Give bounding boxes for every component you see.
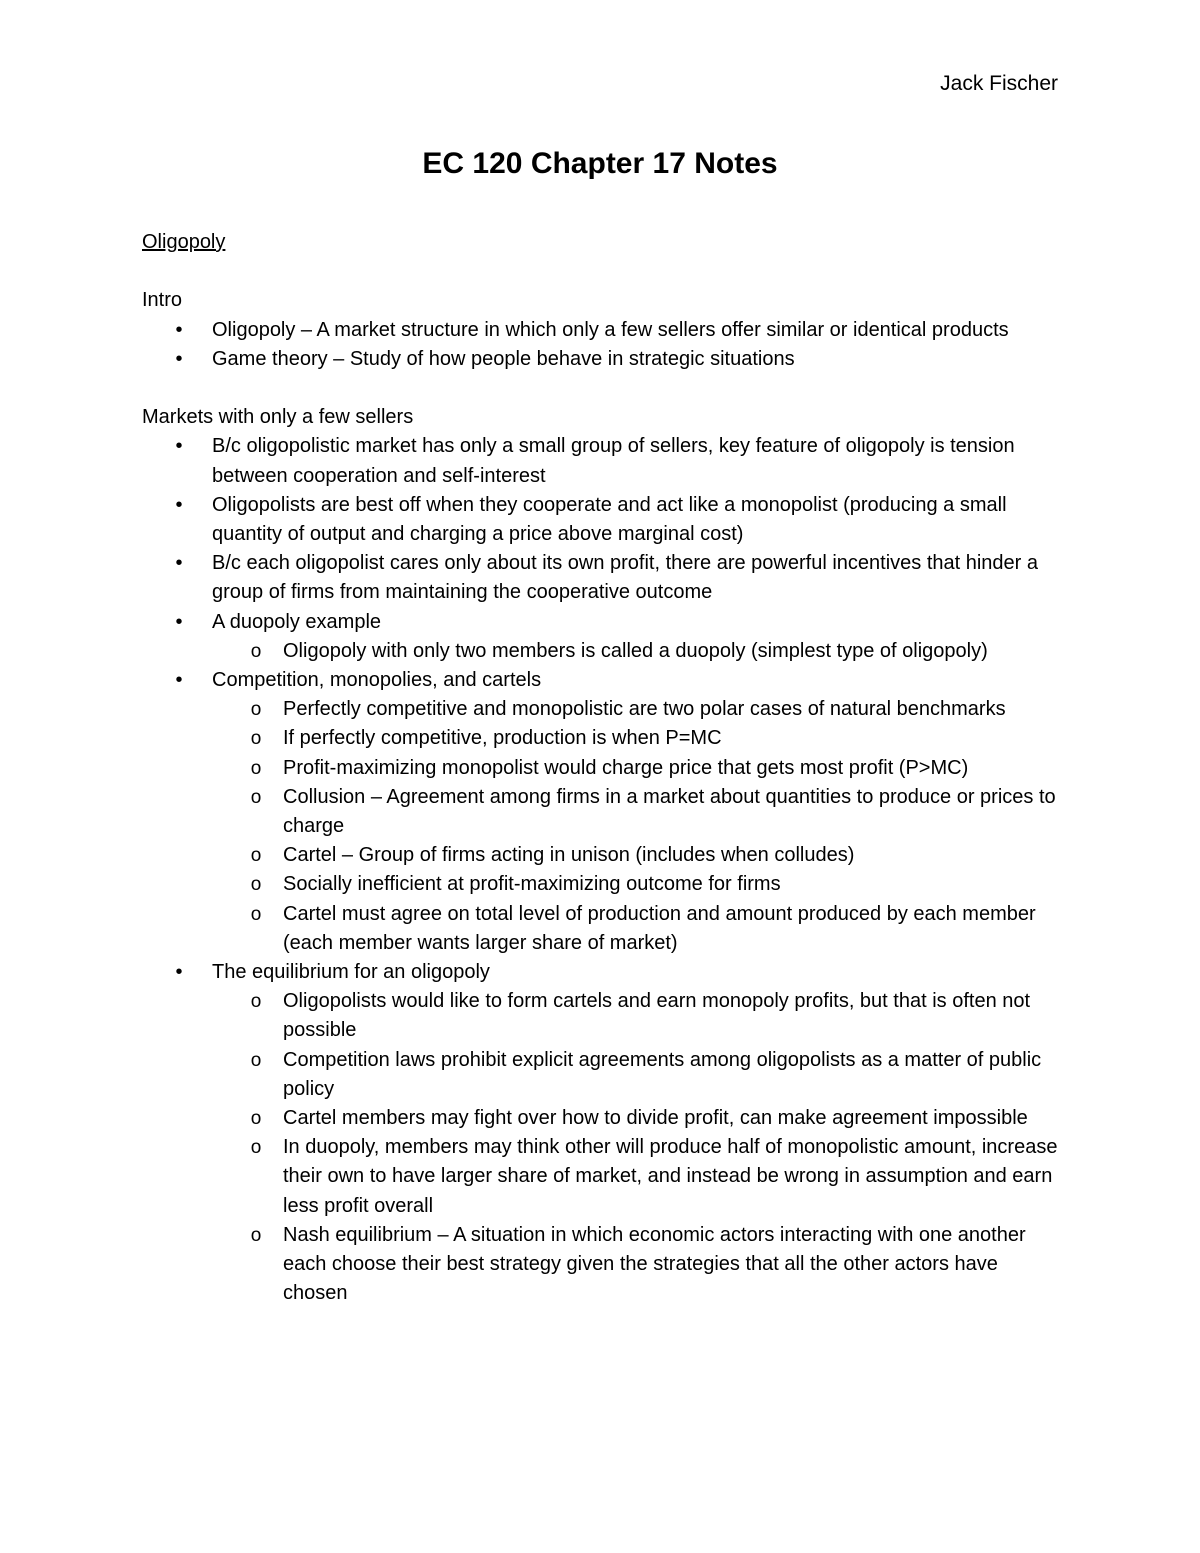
list-item [175,491,1062,549]
list-item-text: B/c each oligopolist cares only about its own profit, there are powerful incentives that hinder a group of firms from maintaining the cooperative outcome [212,552,1039,604]
filled-circle-bullet-icon: • [175,961,183,984]
document-body [142,228,1062,1308]
hollow-circle-bullet-icon: o [250,1224,262,1246]
list-item [175,345,1062,374]
list-item [175,432,1062,490]
list-item-text: Cartel – Group of firms acting in unison (includes when colludes) [283,844,855,867]
list-item-text: Oligopoly with only two members is called a duopoly (simplest type of oligopoly) [283,639,988,662]
intro-list [142,316,1062,374]
filled-circle-bullet-icon: • [175,610,183,633]
hollow-circle-bullet-icon: o [250,991,262,1013]
hollow-circle-bullet-icon: o [250,1137,262,1159]
list-item [250,724,1062,753]
list-item [250,695,1062,724]
list-item [250,637,1062,666]
list-item [175,608,1062,666]
intro-label: Intro [142,289,183,312]
list-item-text: Competition, monopolies, and cartels [212,669,542,692]
list-item [250,870,1062,899]
list-item-text: Cartel members may fight over how to divide profit, can make agreement impossible [283,1107,1028,1130]
list-item-text: A duopoly example [212,610,382,633]
list-item-text: Collusion – Agreement among firms in a market about quantities to produce or prices to charge [283,785,1056,838]
hollow-circle-bullet-icon: o [250,699,262,721]
list-item [250,1133,1062,1221]
filled-circle-bullet-icon: • [175,552,183,575]
author-name: Jack Fischer [940,72,1058,95]
list-item [250,754,1062,783]
blank-line [142,257,1062,286]
hollow-circle-bullet-icon: o [250,1108,262,1130]
list-item [175,549,1062,607]
document-title: EC 120 Chapter 17 Notes [422,147,778,180]
list-item-text: The equilibrium for an oligopoly [212,961,490,984]
list-item [175,666,1062,958]
hollow-circle-bullet-icon: o [250,874,262,896]
list-item-text: Nash equilibrium – A situation in which economic actors interacting with one another each choose their best strategy given the strategies that all the other actors have chosen [283,1223,1026,1305]
markets-list [142,432,1062,1308]
blank-line [142,374,1062,403]
list-item-text: Cartel must agree on total level of production and amount produced by each member (each member wants larger share of market) [283,902,1036,954]
list-item-text: Oligopolists would like to form cartels and earn monopoly profits, but that is often not possible [283,990,1031,1042]
hollow-circle-bullet-icon: o [250,640,262,662]
filled-circle-bullet-icon: • [175,347,183,370]
filled-circle-bullet-icon: • [175,669,183,692]
hollow-circle-bullet-icon: o [250,1049,262,1071]
list-item [250,1221,1062,1309]
list-item [250,841,1062,870]
list-item [250,987,1062,1045]
sub-list [212,637,1062,666]
list-item-text: Competition laws prohibit explicit agreements among oligopolists as a matter of public policy [283,1048,1042,1100]
list-item-text: Socially inefficient at profit-maximizing outcome for firms [283,873,781,896]
list-item-text: If perfectly competitive, production is when P=MC [283,727,722,750]
hollow-circle-bullet-icon: o [250,757,262,779]
list-item [175,958,1062,1308]
section-heading: Oligopoly [142,231,226,253]
list-item-text: Game theory – Study of how people behave in strategic situations [212,347,795,370]
list-item-text: Oligopoly – A market structure in which only a few sellers offer similar or identical products [212,318,1009,341]
list-item-text: Profit-maximizing monopolist would charge price that gets most profit (P>MC) [283,756,969,779]
hollow-circle-bullet-icon: o [250,903,262,925]
sub-list [212,987,1062,1308]
list-item [175,316,1062,345]
list-item [250,900,1062,958]
markets-label: Markets with only a few sellers [142,406,414,429]
sub-list [212,695,1062,958]
list-item-text: In duopoly, members may think other will produce half of monopolistic amount, increase their own to have larger share of market, and instead be wrong in assumption and earn less profit overall [283,1136,1058,1217]
list-item [250,1046,1062,1104]
hollow-circle-bullet-icon: o [250,845,262,867]
hollow-circle-bullet-icon: o [250,786,262,808]
list-item-text: B/c oligopolistic market has only a small group of sellers, key feature of oligopoly is tension between cooperation and self-interest [212,435,1015,487]
list-item-text: Oligopolists are best off when they cooperate and act like a monopolist (producing a small quantity of output and charging a price above marginal cost) [212,493,1007,545]
filled-circle-bullet-icon: • [175,493,183,516]
list-item [250,1104,1062,1133]
list-item-text: Perfectly competitive and monopolistic are two polar cases of natural benchmarks [283,698,1006,721]
hollow-circle-bullet-icon: o [250,728,262,750]
filled-circle-bullet-icon: • [175,435,183,458]
list-item [250,783,1062,841]
filled-circle-bullet-icon: • [175,318,183,341]
